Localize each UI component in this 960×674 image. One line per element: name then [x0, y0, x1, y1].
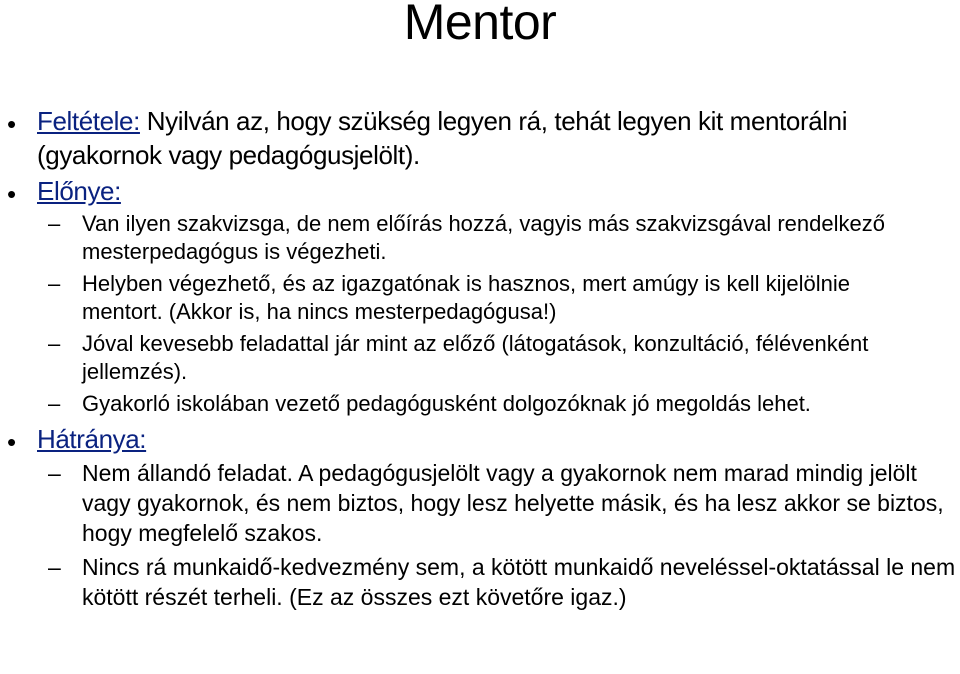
dash-icon: – [48, 554, 61, 580]
bullet-text: Nyilván az, hogy szükség legyen rá, tehát legyen kit mentorálni (gyakornok vagy pedagógusjelölt). [37, 106, 848, 170]
bullet-label: Előnye: [37, 176, 121, 206]
sub-item [0, 330, 960, 386]
sub-item [0, 390, 960, 418]
sub-item [0, 270, 960, 326]
sub-item-text: Gyakorló iskolában vezető pedagógusként dolgozóknak jó megoldás lehet. [82, 391, 811, 416]
bullet-dot-icon: • [7, 179, 16, 209]
bullet-label: Hátránya: [37, 424, 147, 454]
sub-item [0, 210, 960, 266]
bullet-elonye [0, 174, 960, 208]
bullet-label: Feltétele: [37, 106, 140, 136]
bullet-dot-icon: • [7, 427, 16, 457]
sub-item [0, 552, 960, 612]
dash-icon: – [48, 211, 61, 236]
dash-icon: – [48, 271, 61, 296]
slide-title: Mentor [403, 0, 557, 50]
bullet-hatranya [0, 422, 960, 456]
sub-item-text: Nincs rá munkaidő-kedvezmény sem, a kötött munkaidő neveléssel-oktatással le nem kötött részét terheli. (Ez az összes ezt követőre igaz.) [82, 554, 956, 610]
bullet-feltetele [0, 104, 960, 172]
bullet-dot-icon: • [7, 109, 16, 139]
sub-item-text: Nem állandó feladat. A pedagógusjelölt vagy a gyakornok nem marad mindig jelölt vagy gyakornok, és nem biztos, hogy lesz helyette másik, és ha lesz akkor se biztos, hogy megfelelő szakos. [82, 460, 944, 546]
sub-item-text: Van ilyen szakvizsga, de nem előírás hozzá, vagyis más szakvizsgával rendelkező mesterpedagógus is végezheti. [82, 211, 885, 264]
dash-icon: – [48, 460, 61, 486]
dash-icon: – [48, 391, 61, 416]
slide-content [0, 104, 960, 616]
sub-item-text: Jóval kevesebb feladattal jár mint az előző (látogatások, konzultáció, félévenként jellemzés). [82, 331, 869, 384]
dash-icon: – [48, 331, 61, 356]
sub-item [0, 458, 960, 548]
sub-item-text: Helyben végezhető, és az igazgatónak is hasznos, mert amúgy is kell kijelölnie mentort. (Akkor is, ha nincs mesterpedagógusa!) [82, 271, 850, 324]
